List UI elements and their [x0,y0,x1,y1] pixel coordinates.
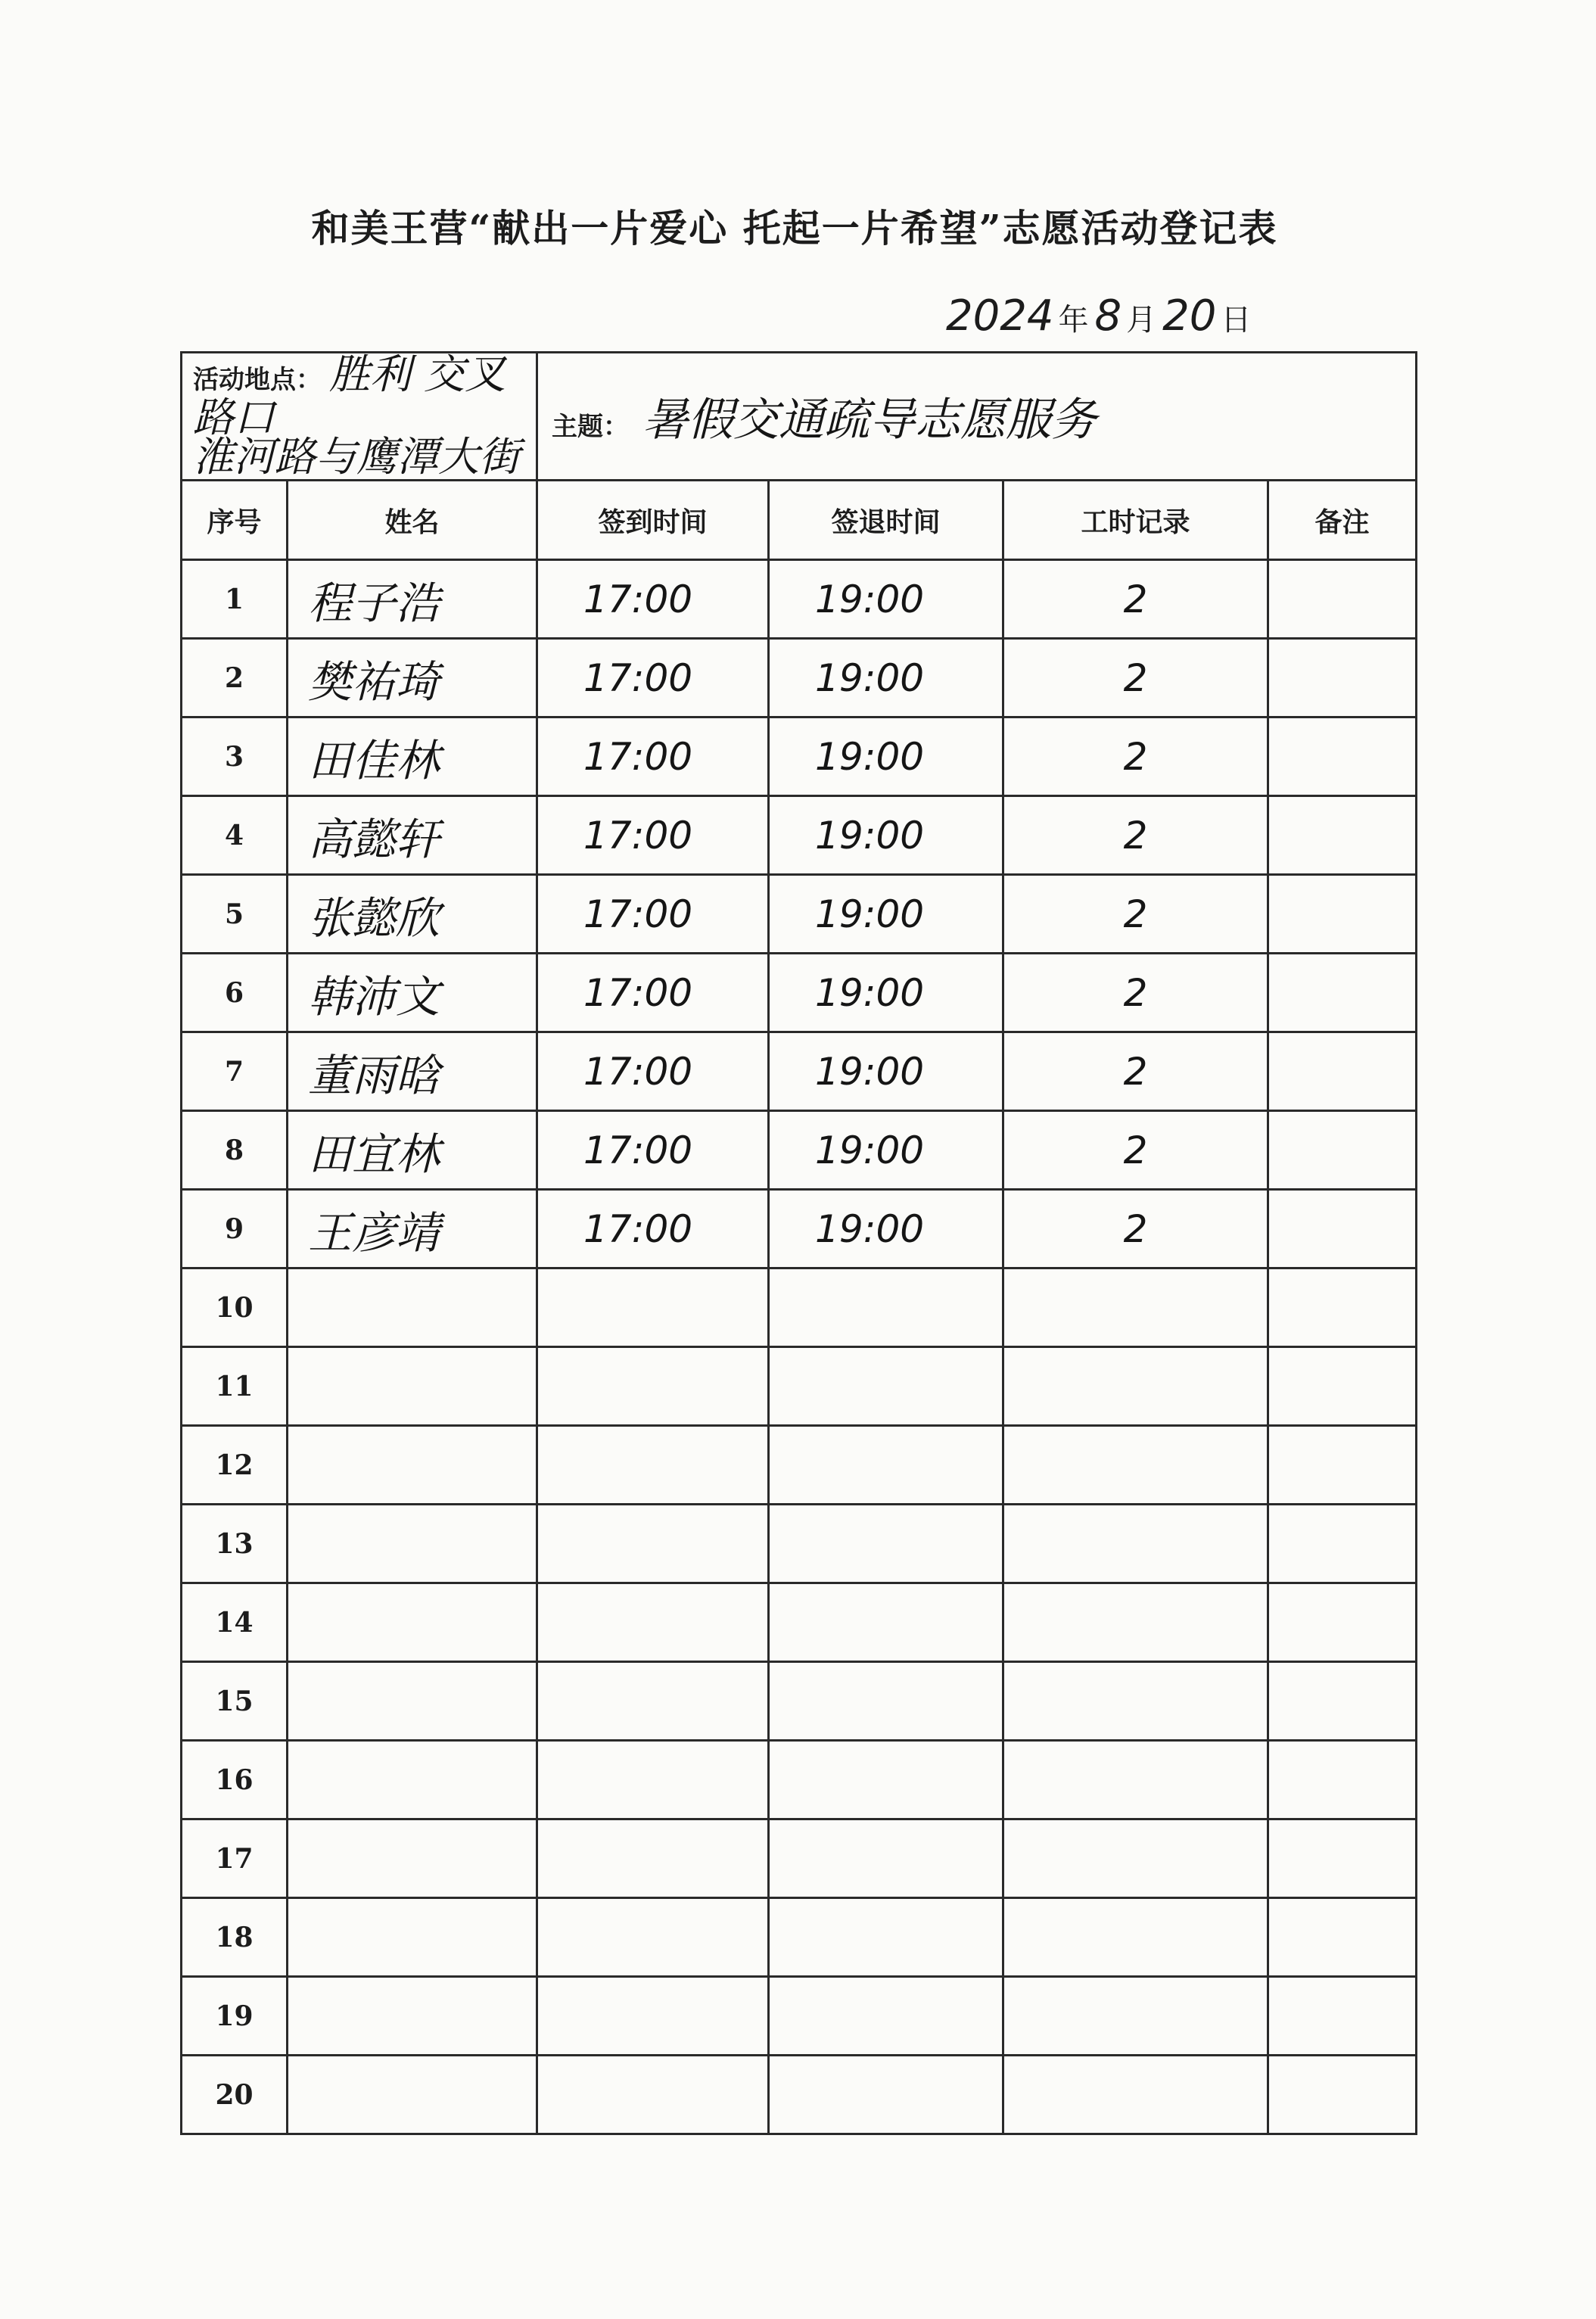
work-hours: 2 [1003,1190,1268,1268]
note-cell [1268,1426,1417,1505]
checkin-time [537,1741,769,1819]
volunteer-name: 程子浩 [288,560,537,639]
work-hours [1003,1583,1268,1662]
note-cell [1268,560,1417,639]
checkin-time [537,1268,769,1347]
row-number: 18 [182,1898,288,1977]
note-cell [1268,1505,1417,1583]
checkout-time [769,1977,1003,2056]
volunteer-name [288,1426,537,1505]
row-number: 3 [182,717,288,796]
checkin-time [537,1426,769,1505]
checkin-time: 17:00 [537,717,769,796]
table-header-info [182,353,1417,481]
note-cell [1268,796,1417,875]
table-row [182,1662,1417,1741]
row-number: 15 [182,1662,288,1741]
work-hours: 2 [1003,1032,1268,1111]
work-hours: 2 [1003,796,1268,875]
checkin-time: 17:00 [537,1190,769,1268]
work-hours [1003,1741,1268,1819]
col-header-checkin: 签到时间 [537,481,769,560]
work-hours [1003,2056,1268,2134]
checkin-time: 17:00 [537,560,769,639]
checkout-time [769,1662,1003,1741]
volunteer-name [288,2056,537,2134]
row-number: 11 [182,1347,288,1426]
work-hours [1003,1426,1268,1505]
work-hours [1003,1505,1268,1583]
table-row [182,1111,1417,1190]
volunteer-name: 田宜林 [288,1111,537,1190]
checkin-time [537,1347,769,1426]
date-day-unit: 日 [1221,303,1252,338]
date-year-unit: 年 [1058,303,1089,338]
note-cell [1268,875,1417,954]
checkout-time: 19:00 [769,1190,1003,1268]
volunteer-name [288,1898,537,1977]
location-label: 活动地点： [193,365,322,395]
checkout-time [769,1583,1003,1662]
row-number: 12 [182,1426,288,1505]
table-row [182,1268,1417,1347]
work-hours [1003,1977,1268,2056]
note-cell [1268,1977,1417,2056]
checkin-time: 17:00 [537,639,769,717]
checkin-time: 17:00 [537,875,769,954]
note-cell [1268,639,1417,717]
volunteer-name [288,1662,537,1741]
checkin-time [537,1505,769,1583]
row-number: 16 [182,1741,288,1819]
volunteer-name: 高懿轩 [288,796,537,875]
volunteer-name [288,1977,537,2056]
table-row [182,2056,1417,2134]
row-number: 9 [182,1190,288,1268]
table-row [182,1977,1417,2056]
work-hours: 2 [1003,954,1268,1032]
checkin-time: 17:00 [537,1111,769,1190]
row-number: 6 [182,954,288,1032]
table-row [182,1505,1417,1583]
volunteer-name [288,1819,537,1898]
checkin-time [537,1898,769,1977]
volunteer-name [288,1505,537,1583]
col-header-no: 序号 [182,481,288,560]
table-row [182,1032,1417,1111]
checkin-time: 17:00 [537,1032,769,1111]
row-number: 10 [182,1268,288,1347]
table-row [182,875,1417,954]
volunteer-name [288,1347,537,1426]
note-cell [1268,1268,1417,1347]
table-row [182,1741,1417,1819]
note-cell [1268,1111,1417,1190]
date-month-unit: 月 [1126,303,1157,338]
work-hours: 2 [1003,560,1268,639]
table-row [182,796,1417,875]
volunteer-name: 王彦靖 [288,1190,537,1268]
row-number: 4 [182,796,288,875]
col-header-checkout: 签退时间 [769,481,1003,560]
checkout-time: 19:00 [769,954,1003,1032]
location-cell [182,350,537,481]
checkout-time: 19:00 [769,639,1003,717]
location-line2: 淮河路与鹰潭大街 [193,433,520,481]
theme-value: 暑假交通疏导志愿服务 [642,394,1097,447]
table-row [182,1898,1417,1977]
row-number: 13 [182,1505,288,1583]
checkin-time [537,1977,769,2056]
form-date [946,291,1257,341]
checkout-time [769,1268,1003,1347]
theme-label: 主题： [552,412,630,443]
row-number: 7 [182,1032,288,1111]
form-title: 和美王营“献出一片爱心 托起一片希望”志愿活动登记表 [311,206,1278,251]
checkin-time: 17:00 [537,954,769,1032]
checkout-time [769,1741,1003,1819]
checkout-time: 19:00 [769,796,1003,875]
volunteer-name: 张懿欣 [288,875,537,954]
volunteer-name: 董雨晗 [288,1032,537,1111]
table-row [182,1347,1417,1426]
work-hours [1003,1662,1268,1741]
checkout-time [769,1505,1003,1583]
table-body [182,560,1417,2134]
checkin-time [537,1662,769,1741]
work-hours [1003,1347,1268,1426]
volunteer-name: 韩沛文 [288,954,537,1032]
table-row [182,1819,1417,1898]
work-hours [1003,1898,1268,1977]
row-number: 17 [182,1819,288,1898]
column-header-row [182,481,1417,560]
note-cell [1268,1898,1417,1977]
volunteer-name [288,1268,537,1347]
work-hours: 2 [1003,639,1268,717]
note-cell [1268,954,1417,1032]
checkout-time [769,1898,1003,1977]
checkin-time [537,2056,769,2134]
col-header-hours: 工时记录 [1003,481,1268,560]
date-year: 2024 [946,291,1054,341]
checkin-time: 17:00 [537,796,769,875]
work-hours: 2 [1003,875,1268,954]
note-cell [1268,2056,1417,2134]
checkin-time [537,1819,769,1898]
checkout-time: 19:00 [769,1032,1003,1111]
work-hours: 2 [1003,1111,1268,1190]
checkout-time: 19:00 [769,1111,1003,1190]
volunteer-name [288,1741,537,1819]
work-hours: 2 [1003,717,1268,796]
note-cell [1268,1819,1417,1898]
table-row [182,954,1417,1032]
table-row [182,717,1417,796]
table-row [182,639,1417,717]
checkin-time [537,1583,769,1662]
checkout-time: 19:00 [769,560,1003,639]
row-number: 5 [182,875,288,954]
row-number: 1 [182,560,288,639]
checkout-time: 19:00 [769,717,1003,796]
col-header-name: 姓名 [288,481,537,560]
note-cell [1268,1032,1417,1111]
location-line1: 胜利 交叉路口 [193,350,506,441]
checkout-time [769,2056,1003,2134]
note-cell [1268,1662,1417,1741]
date-month: 8 [1094,291,1122,341]
note-cell [1268,1741,1417,1819]
row-number: 20 [182,2056,288,2134]
col-header-note: 备注 [1268,481,1417,560]
row-number: 8 [182,1111,288,1190]
registration-table [180,351,1417,2135]
checkout-time [769,1426,1003,1505]
date-day: 20 [1162,291,1217,341]
work-hours [1003,1268,1268,1347]
row-number: 2 [182,639,288,717]
note-cell [1268,717,1417,796]
table-row [182,1190,1417,1268]
theme-cell [537,353,1417,481]
note-cell [1268,1347,1417,1426]
checkout-time [769,1819,1003,1898]
table-row [182,560,1417,639]
volunteer-name: 樊祐琦 [288,639,537,717]
row-number: 19 [182,1977,288,2056]
note-cell [1268,1583,1417,1662]
note-cell [1268,1190,1417,1268]
checkout-time [769,1347,1003,1426]
checkout-time: 19:00 [769,875,1003,954]
volunteer-name [288,1583,537,1662]
work-hours [1003,1819,1268,1898]
row-number: 14 [182,1583,288,1662]
table-row [182,1426,1417,1505]
volunteer-name: 田佳林 [288,717,537,796]
table-row [182,1583,1417,1662]
